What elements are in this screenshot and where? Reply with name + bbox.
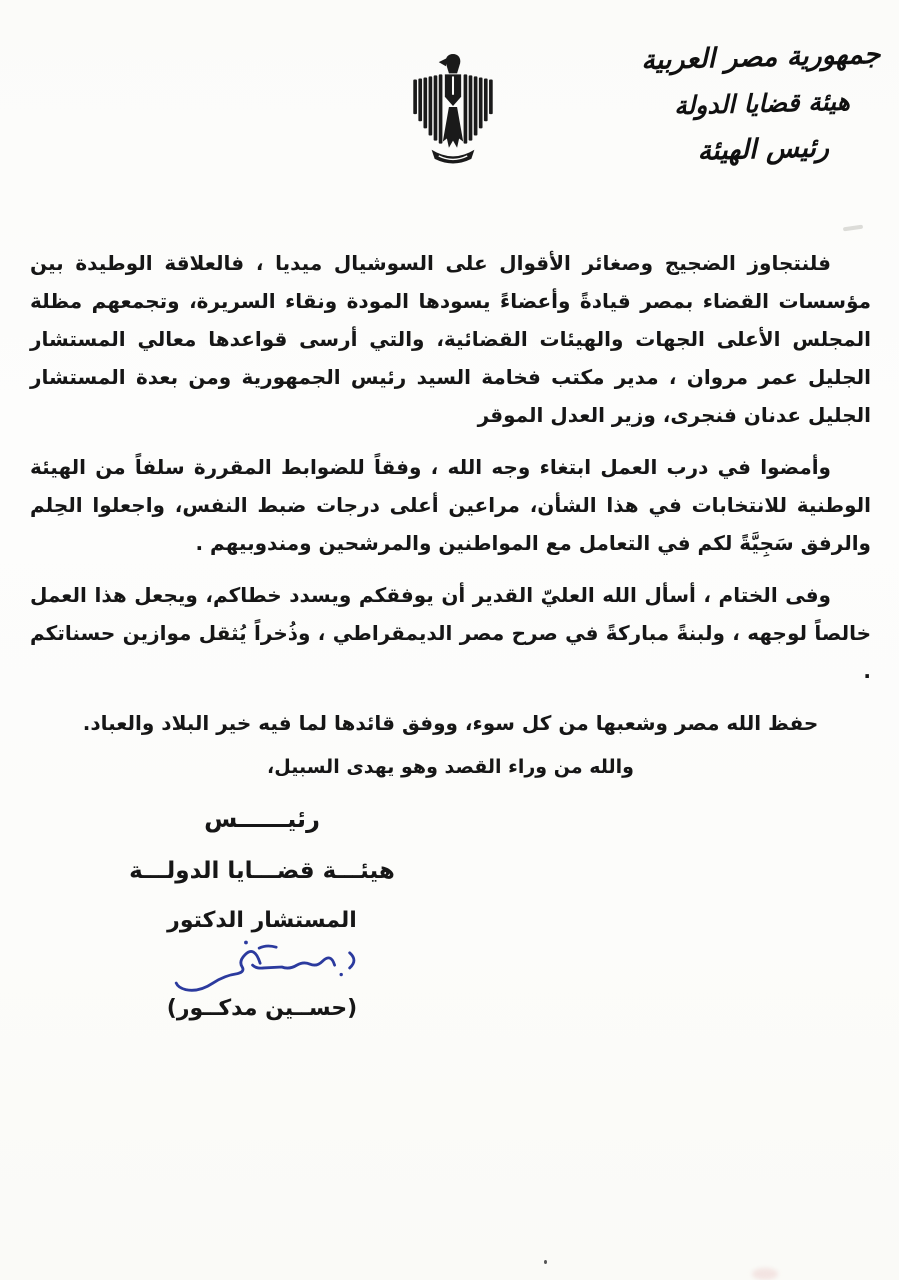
signature-block [102, 800, 422, 1028]
signer-title-authority: هيئـــة قضـــايا الدولـــة [129, 858, 395, 884]
closing-farewell-line: والله من وراء القصد وهو يهدى السبيل، [267, 756, 634, 778]
signer-title-counselor: المستشار الدكتور [167, 908, 357, 933]
letterhead-country: جمهورية مصر العربية [640, 38, 881, 77]
body-paragraph: وفى الختام ، أسأل الله العليّ القدير أن يوفقكم ويسدد خطاكم، ويجعل هذا العمل خالصاً لوجهه ، ولبنةً مباركةً في صرح مصر الديمقراطي ، وذُخراً يُثقل موازين حسناتكم . [30, 583, 871, 683]
letterhead-office: رئيس الهيئة [697, 132, 830, 167]
body-paragraph: وأمضوا في درب العمل ابتغاء وجه الله ، وفقاً للضوابط المقررة سلفاً من الهيئة الوطنية للانتخابات في هذا الشأن، مراعين أعلى درجات ضبط النفس، واجعلوا الحِلم والرفق سَجِيَّةً لكم في التعامل مع المواطنين والمرشحين ومندوبيهم . [30, 455, 871, 555]
signer-title-president: رئيــــــس [204, 805, 320, 833]
scan-speck [544, 1260, 547, 1264]
body-paragraph: فلنتجاوز الضجيج وصغائر الأقوال على السوشيال ميديا ، فالعلاقة الوطيدة بين مؤسسات القضاء بمصر قيادةً وأعضاءً يسودها المودة ونقاء السريرة، وتجمعهم مظلة المجلس الأعلى الجهات والهيئات القضائية، والتي أرسى قواعدها معالي المستشار الجليل عمر مروان ، مدير مكتب فخامة السيد رئيس الجمهورية ومن بعدة المستشار الجليل عدنان فنجرى، وزير العدل الموقر [30, 251, 871, 427]
letterhead-authority: هيئة قضايا الدولة [673, 86, 851, 121]
closing-prayer-line: حفظ الله مصر وشعبها من كل سوء، ووفق قائدها لما فيه خير البلاد والعباد. [82, 711, 819, 735]
scan-speck [752, 1268, 778, 1280]
signer-printed-name: (حســين مدكــور) [166, 996, 358, 1021]
scan-speck [843, 225, 863, 232]
letter-body [30, 244, 871, 1028]
egypt-eagle-emblem-icon [411, 52, 495, 164]
letterhead [637, 39, 886, 168]
